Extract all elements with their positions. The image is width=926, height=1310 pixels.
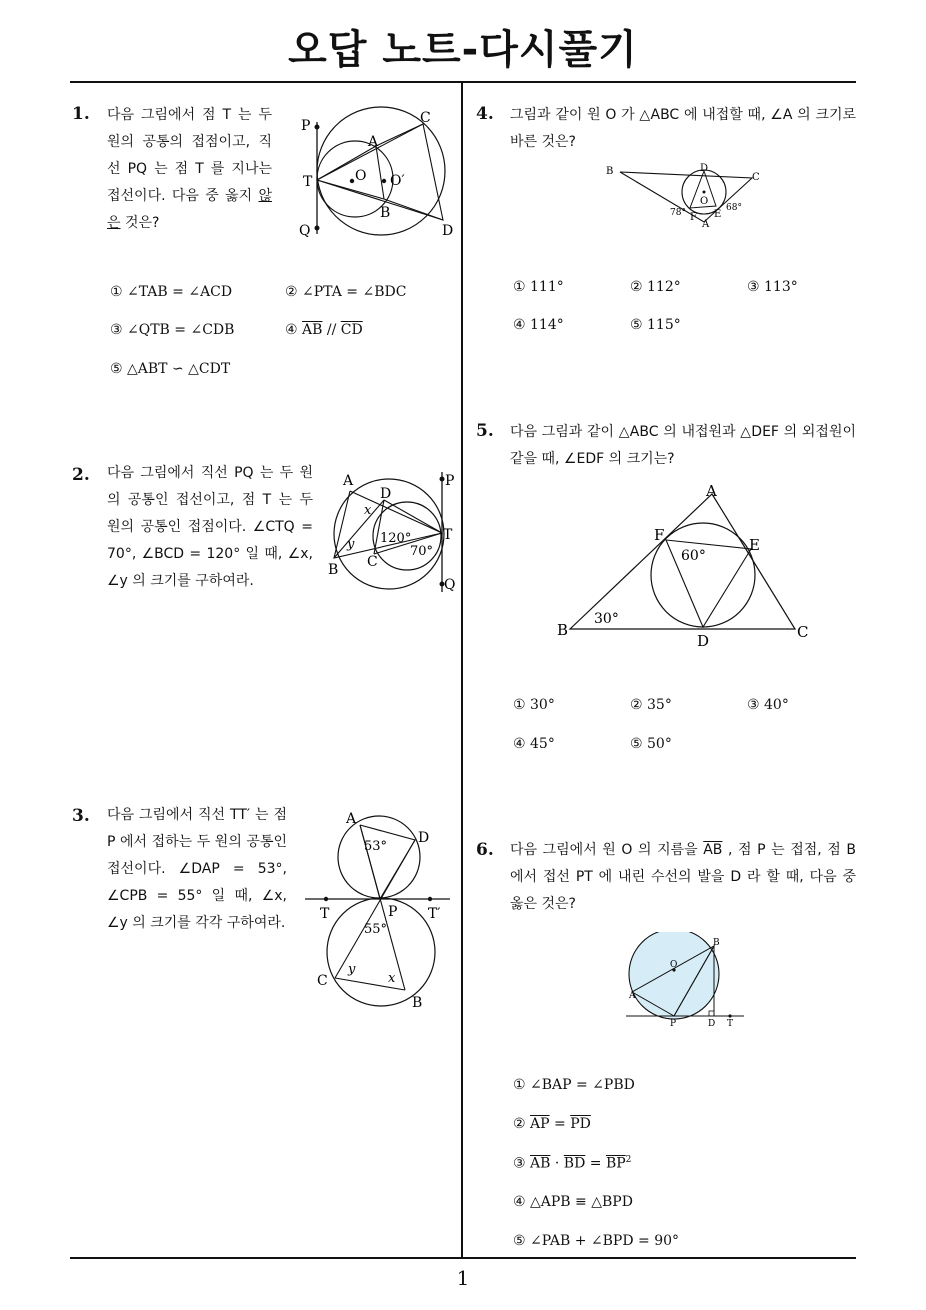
- q1-label-P: P: [301, 118, 311, 134]
- q5-number: 5.: [476, 421, 494, 441]
- q4-label-B: B: [606, 166, 614, 177]
- q4-label-78: 78°: [670, 208, 686, 218]
- q4-label-68: 68°: [726, 203, 742, 213]
- q1-option-4[interactable]: [285, 322, 363, 338]
- q5-figure: [552, 478, 822, 653]
- q6-option-2-seg-a: $\overline{AP}$: [530, 1116, 550, 1132]
- q6-option-3-prefix: ③: [513, 1155, 531, 1172]
- q1-number: 1.: [72, 104, 90, 124]
- page-number: 1: [456, 1266, 470, 1290]
- q5-label-E: E: [749, 536, 760, 554]
- q2-label-P: P: [445, 473, 455, 489]
- q4-label-D: D: [700, 163, 709, 174]
- q6-label-T: T: [727, 1019, 734, 1029]
- top-rule: [70, 81, 856, 83]
- q4-figure: [600, 160, 770, 232]
- q4-label-O: O: [700, 196, 709, 207]
- q4-label-E: E: [714, 209, 722, 220]
- q2-text: 다음 그림에서 직선 PQ 는 두 원의 공통인 접선이고, 점 T 는 두 원의 공통인 접점이다. ∠CTQ = 70°, ∠BCD = 120° 일 때, ∠x, ∠y 의 크기를 구하여라.: [107, 465, 313, 589]
- q5-label-60: 60°: [681, 548, 706, 564]
- q5-label-F: F: [654, 526, 665, 544]
- q2-label-C: C: [367, 554, 378, 570]
- q2-label-70: 70°: [410, 544, 434, 559]
- bottom-rule: [70, 1257, 856, 1259]
- q3-label-B: B: [412, 995, 423, 1011]
- q6-label-A: A: [629, 991, 636, 1001]
- q4-option-1[interactable]: ① 111°: [513, 279, 564, 295]
- q3-figure: [302, 810, 457, 1015]
- q4-label-C: C: [752, 172, 760, 183]
- q2-label-D: D: [380, 486, 392, 502]
- q2-label-y: y: [347, 537, 355, 552]
- q1-text-end: 것은?: [120, 215, 160, 231]
- q6-text-a: 다음 그림에서 원 O 의 지름을: [510, 842, 704, 858]
- q5-label-B: B: [557, 621, 569, 639]
- q5-label-A: A: [706, 482, 717, 500]
- q4-option-4[interactable]: ④ 114°: [513, 317, 564, 333]
- q4-option-2[interactable]: ② 112°: [630, 279, 681, 295]
- q5-option-3[interactable]: ③ 40°: [747, 697, 789, 713]
- q1-underline: 않은: [107, 188, 272, 231]
- q4-label-F: F: [690, 212, 697, 223]
- q3-label-55: 55°: [364, 922, 388, 937]
- q1-label-C: C: [420, 110, 431, 126]
- q3-label-T: T: [320, 906, 330, 922]
- q6-option-3-dot: ·: [550, 1155, 564, 1172]
- q1-label-T: T: [303, 174, 313, 190]
- q6-option-3-seg-c: $\overline{BP}$: [605, 1155, 626, 1172]
- q3-label-C: C: [317, 973, 328, 989]
- q6-text-b: , 점 P 는 접점, 점 B 에서 접선 PT 에 내린 수선의 발을 D 라 할 때, 다음 중 옳은 것은?: [510, 842, 857, 912]
- q4-option-5[interactable]: ⑤ 115°: [630, 317, 681, 333]
- q2-label-T: T: [443, 527, 453, 543]
- q6-circle: [629, 932, 719, 1019]
- q6-figure: [620, 932, 760, 1032]
- q3-label-Tprime: T′: [428, 906, 441, 922]
- q6-text: [510, 837, 856, 918]
- q1-label-A: A: [368, 134, 379, 150]
- q5-option-5[interactable]: ⑤ 50°: [630, 736, 672, 752]
- q6-text-ab: $\overline{AB}$: [703, 842, 723, 858]
- q2-label-A: A: [343, 473, 354, 489]
- q1-option-1[interactable]: ① ∠TAB = ∠ACD: [110, 284, 233, 300]
- q5-text: 다음 그림과 같이 △ABC 의 내접원과 △DEF 의 외접원이 같을 때, ∠EDF 의 크기는?: [510, 424, 856, 467]
- q6-option-2[interactable]: [513, 1116, 591, 1132]
- q3-label-A: A: [346, 811, 357, 827]
- q6-option-2-seg-b: $\overline{PD}$: [570, 1116, 591, 1132]
- q2-figure: [322, 466, 462, 598]
- q2-label-120: 120°: [380, 531, 412, 546]
- q2-label-B: B: [328, 562, 339, 578]
- q1-option-5[interactable]: ⑤ △ABT ∽ △CDT: [110, 361, 231, 377]
- q6-option-2-prefix: ②: [513, 1116, 531, 1132]
- q6-option-3[interactable]: [513, 1155, 631, 1172]
- q6-label-P: P: [670, 1019, 677, 1029]
- q3-text: 다음 그림에서 직선 TT′ 는 점 P 에서 접하는 두 원의 공통인 접선이다. ∠DAP = 53°, ∠CPB = 55° 일 때, ∠x, ∠y 의 크기를 각각 구하여라.: [107, 807, 287, 931]
- q6-option-4[interactable]: ④ △APB ≡ △BPD: [513, 1194, 633, 1210]
- q1-text-main: 다음 그림에서 점 T 는 두 원의 공통의 접점이고, 직선 PQ 는 점 T 를 지나는 접선이다. 다음 중 옳지: [107, 107, 272, 204]
- q2-label-Q: Q: [444, 577, 456, 593]
- q1-figure: [292, 104, 462, 244]
- q4-label-A: A: [702, 219, 710, 230]
- q6-number: 6.: [476, 840, 494, 860]
- page-title: 오답 노트-다시풀기: [288, 27, 638, 73]
- q4-option-3[interactable]: ③ 113°: [747, 279, 798, 295]
- q3-label-53: 53°: [364, 839, 388, 854]
- q1-label-B: B: [380, 205, 391, 221]
- q5-option-1[interactable]: ① 30°: [513, 697, 555, 713]
- q5-label-C: C: [797, 623, 809, 641]
- q6-option-1[interactable]: ① ∠BAP = ∠PBD: [513, 1077, 635, 1093]
- q1-label-O: O: [355, 168, 367, 184]
- q3-label-x: x: [388, 971, 396, 986]
- q6-option-3-seg-a: $\overline{AB}$: [530, 1155, 551, 1172]
- q1-option-4-segment-b: $\overline{CD}$: [340, 322, 363, 338]
- q2-label-x: x: [364, 503, 372, 518]
- q1-label-Oprime: O′: [390, 173, 405, 189]
- q5-option-4[interactable]: ④ 45°: [513, 736, 555, 752]
- q3-label-P: P: [388, 904, 398, 920]
- q6-option-3-seg-b: $\overline{BD}$: [563, 1155, 586, 1172]
- q5-label-30: 30°: [594, 611, 619, 627]
- q6-label-D: D: [708, 1019, 716, 1029]
- q6-label-O: O: [670, 960, 678, 970]
- q3-label-D: D: [418, 830, 430, 846]
- q4-number: 4.: [476, 104, 494, 124]
- q1-label-D: D: [442, 223, 454, 239]
- q6-option-3-eq: =: [585, 1155, 606, 1172]
- q6-option-2-eq: =: [549, 1116, 571, 1132]
- q1-text: [107, 102, 272, 237]
- q1-label-Q: Q: [299, 223, 311, 239]
- q5-option-2[interactable]: ② 35°: [630, 697, 672, 713]
- column-divider: [461, 83, 463, 1258]
- q3-label-y: y: [348, 962, 356, 977]
- q1-option-3[interactable]: ③ ∠QTB = ∠CDB: [110, 322, 235, 338]
- q3-number: 3.: [72, 806, 90, 826]
- q1-option-4-prefix: ④: [285, 322, 303, 338]
- q1-option-4-segment-a: $\overline{AB}$: [302, 322, 323, 338]
- q2-number: 2.: [72, 465, 90, 485]
- q1-option-4-parallel: //: [322, 322, 341, 338]
- q6-label-B: B: [713, 938, 720, 948]
- q4-text: 그림과 같이 원 O 가 △ABC 에 내접할 때, ∠A 의 크기로 바른 것은?: [510, 107, 856, 150]
- q6-option-5[interactable]: ⑤ ∠PAB + ∠BPD = 90°: [513, 1233, 680, 1249]
- q5-label-D: D: [697, 632, 710, 650]
- q1-option-2[interactable]: ② ∠PTA = ∠BDC: [285, 284, 407, 300]
- q6-option-3-exponent: 2: [625, 1155, 632, 1165]
